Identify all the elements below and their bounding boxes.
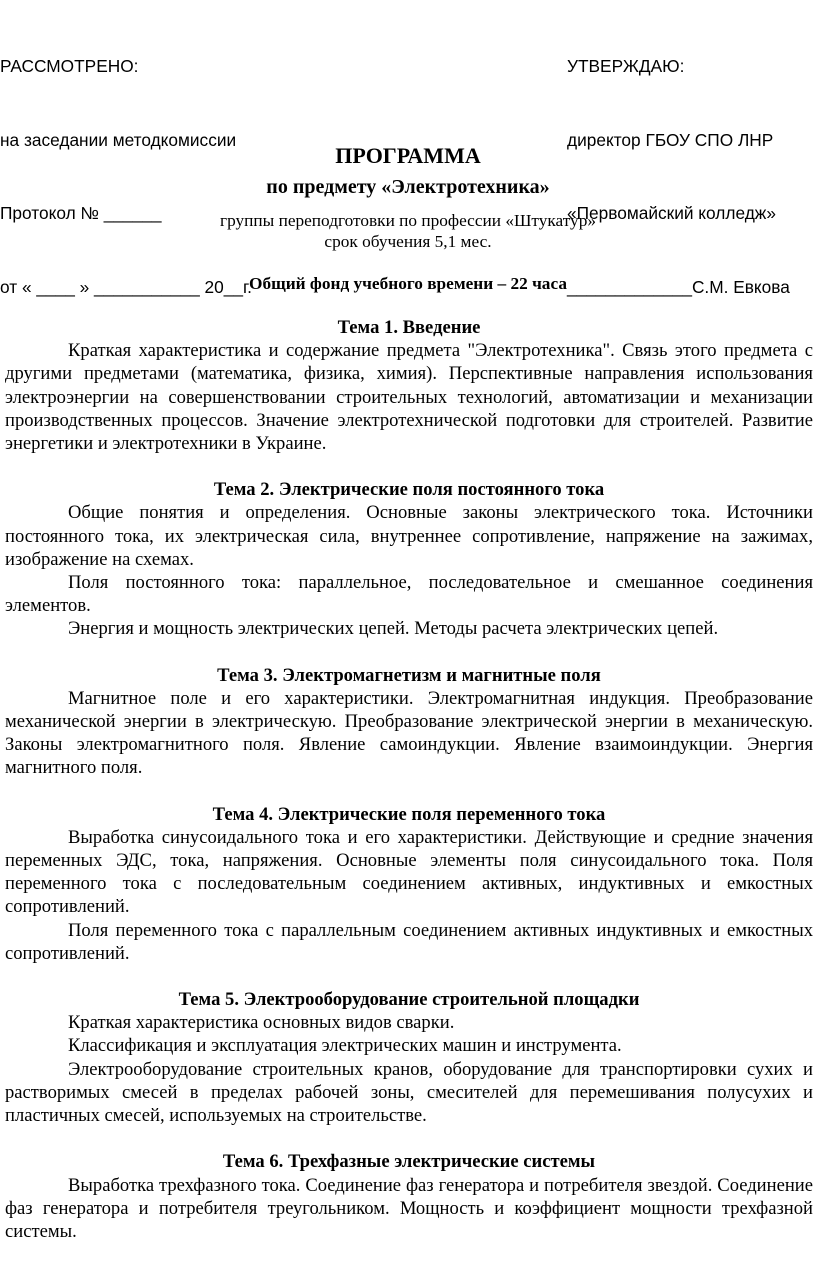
document-subject: по предмету «Электротехника»	[266, 176, 550, 198]
approved-position: директор ГБОУ СПО ЛНР	[567, 129, 774, 150]
topic-heading: Тема 6. Трехфазные электрические системы	[222, 1151, 596, 1173]
topic-heading: Тема 4. Электрические поля переменного тока	[212, 803, 606, 825]
topic-paragraph: Выработка синусоидального тока и его характеристики. Действующие и средние значения переменных ЭДС, тока, напряжения. Основные элементы поля синусоидального тока. Поля переменного тока с последовательным соединением активных, индуктивных и емкостных сопротивлений.	[5, 826, 813, 918]
reviewed-date: от « ____ » ___________ 20__г.	[0, 276, 252, 297]
topics-list	[5, 316, 813, 1266]
topic-paragraph: Краткая характеристика и содержание предмета "Электротехника". Связь этого предмета с другими предметами (математика, физика, химия). Перспективные направления использования электроэнергии на совершенствовании строительных технологий, автоматизации и механизации производственных процессов. Значение электротехнической подготовки для строителей. Развитие энергетики и электротехники в Украине.	[5, 340, 813, 455]
topic-heading: Тема 1. Введение	[337, 317, 481, 338]
topic-section	[5, 988, 813, 1127]
topic-section	[5, 664, 813, 780]
topic-heading: Тема 2. Электрические поля постоянного тока	[213, 479, 605, 501]
reviewed-protocol: Протокол № ______	[0, 203, 162, 223]
reviewed-label: РАССМОТРЕНО:	[0, 56, 139, 76]
approved-institution: «Первомайский колледж»	[567, 203, 776, 223]
topic-paragraph: Магнитное поле и его характеристики. Электромагнитная индукция. Преобразование механической энергии в электрическую. Преобразование электрической энергии в механическую. Законы электромагнитного поля. Явление самоиндукции. Явление взаимоиндукции. Энергия магнитного поля.	[5, 687, 813, 779]
approved-label: УТВЕРЖДАЮ:	[567, 56, 685, 76]
topic-section	[5, 316, 813, 455]
topic-heading: Тема 3. Электромагнетизм и магнитные поля	[217, 664, 601, 686]
document-title: ПРОГРАММА	[335, 143, 481, 168]
document-term: срок обучения 5,1 мес.	[324, 232, 492, 251]
topic-section	[5, 1150, 813, 1243]
reviewed-committee: на заседании методкомиссии	[0, 129, 237, 150]
topic-paragraph: Выработка трехфазного тока. Соединение фаз генератора и потребителя звездой. Соединение фаз генератора и потребителя треугольником. Мощность и коэффициент мощности трехфазной системы.	[5, 1174, 813, 1242]
topic-paragraph: Поля постоянного тока: параллельное, последовательное и смешанное соединения элементов.	[5, 572, 813, 617]
topic-paragraph: Энергия и мощность электрических цепей. Методы расчета электрических цепей.	[68, 618, 719, 640]
approved-signature: _____________С.М. Евкова	[567, 276, 790, 297]
study-hours-total: Общий фонд учебного времени – 22 часа	[249, 274, 567, 293]
topic-section	[5, 478, 813, 640]
document-group: группы переподготовки по профессии «Штукатур»	[220, 211, 596, 230]
topic-paragraph: Классификация и эксплуатация электрических машин и инструмента.	[68, 1035, 622, 1057]
topic-paragraph: Поля переменного тока с параллельным соединением активных индуктивных и емкостных сопротивлений.	[5, 919, 813, 964]
topic-section	[5, 803, 813, 965]
topic-paragraph: Электрооборудование строительных кранов, оборудование для транспортировки сухих и растворимых смесей в пределах рабочей зоны, смесителей для перемешивания полусухих и пластичных смесей, используемых на строительстве.	[5, 1058, 813, 1127]
topic-heading: Тема 5. Электрооборудование строительной площадки	[178, 989, 640, 1011]
topic-paragraph: Общие понятия и определения. Основные законы электрического тока. Источники постоянного тока, их электрическая сила, внутреннее сопротивление, напряжение на зажимах, изображение на схемах.	[5, 502, 813, 570]
topic-paragraph: Краткая характеристика основных видов сварки.	[68, 1012, 455, 1034]
